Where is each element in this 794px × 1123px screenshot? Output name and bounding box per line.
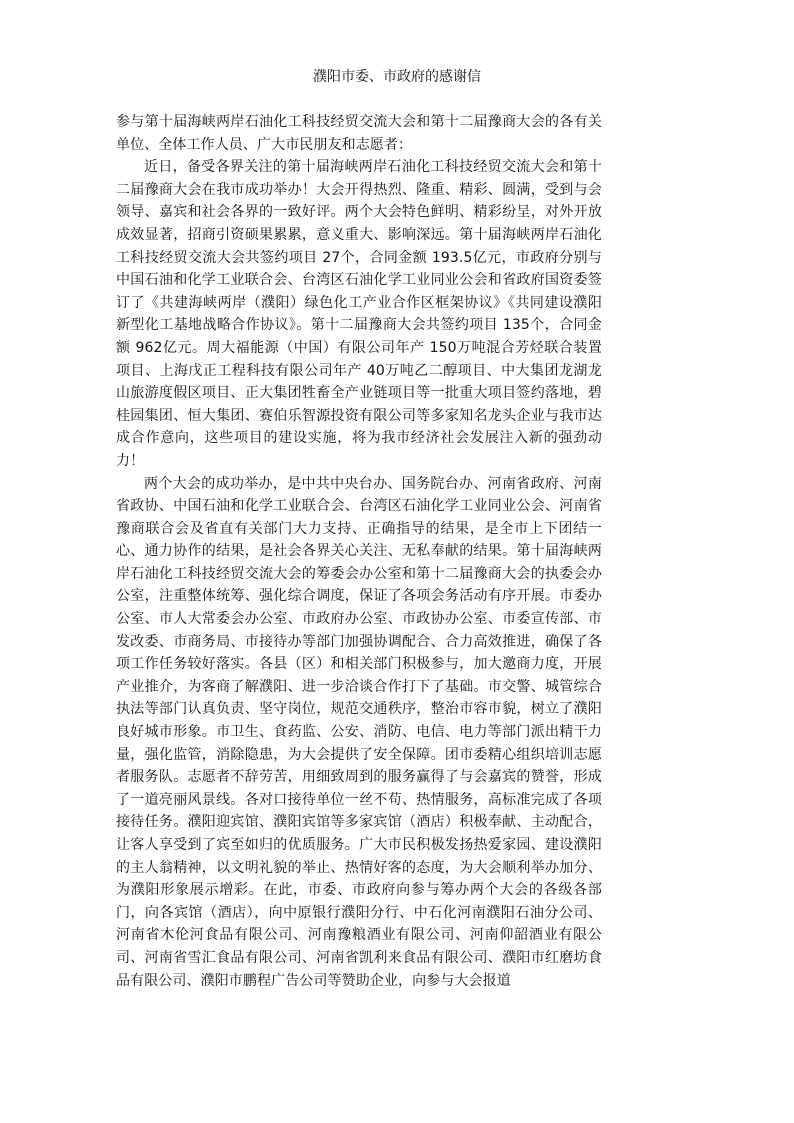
salutation-paragraph: 参与第十届海峡两岸石油化工科技经贸交流大会和第十二届豫商大会的各有关单位、全体工作人员、广大市民朋友和志愿者： — [116, 114, 602, 153]
body-paragraph-thanks: 两个大会的成功举办，是中共中央台办、国务院台办、河南省政府、河南省政协、中国石油和化学工业联合会、台湾区石油化学工业同业公会、河南省豫商联合会及省直有关部门大力支持、正确指导的结果，是全市上下团结一心、通力协作的结果，是社会各界关心关注、无私奉献的结果。第十届海峡两岸石油化工科技经贸交流大会的筹委会办公室和第十二届豫商大会的执委会办公室，注重整体统筹、强化综合调度，保证了各项会务活动有序开展。市委办公室、市人大常委会办公室、市政府办公室、市政协办公室、市委宣传部、市发改委、市商务局、市接待办等部门加强协调配合、合力高效推进，确保了各项工作任务较好落实。各县（区）和相关部门积极参与，加大邀商力度，开展产业推介，为客商了解濮阳、进一步洽谈合作打下了基础。市交警、城管综合执法等部门认真负责、坚守岗位，规范交通秩序，整治市容市貌，树立了濮阳良好城市形象。市卫生、食药监、公安、消防、电信、电力等部门派出精干力量，强化监管，消除隐患，为大会提供了安全保障。团市委精心组织培训志愿者服务队。志愿者不辞劳苦，用细致周到的服务赢得了与会嘉宾的赞誉，形成了一道亮丽风景线。各对口接待单位一丝不苟、热情服务，高标准完成了各项接待任务。濮阳迎宾馆、濮阳宾馆等多家宾馆（酒店）积极奉献、主动配合，让客人享受到了宾至如归的优质服务。广大市民积极发扬热爱家园、建设濮阳的主人翁精神，以文明礼貌的举止、热情好客的态度，为大会顺利举办加分、为濮阳形象展示增彩。在此，市委、市政府向参与筹办两个大会的各级各部门，向各宾馆（酒店），向中原银行濮阳分行、中石化河南濮阳石油分公司、河南省木伦河食品有限公司、河南豫粮酒业有限公司、河南仰韶酒业有限公司、河南省雪汇食品有限公司、河南省凯利来食品有限公司、濮阳市红磨坊食品有限公司、濮阳市鹏程广告公司等赞助企业，向参与大会报道 — [116, 475, 602, 989]
body-paragraph-results: 近日，备受各界关注的第十届海峡两岸石油化工科技经贸交流大会和第十二届豫商大会在我市成功举办！大会开得热烈、隆重、精彩、圆满，受到与会领导、嘉宾和社会各界的一致好评。两个大会特色鲜明、精彩纷呈，对外开放成效显著，招商引资硕果累累，意义重大、影响深远。第十届海峡两岸石油化工科技经贸交流大会共签约项目 27个，合同金额 193.5亿元，市政府分别与中国石油和化学工业联合会、台湾区石油化学工业同业公会和省政府国资委签订了《共建海峡两岸（濮阳）绿色化工产业合作区框架协议》《共同建设濮阳新型化工基地战略合作协议》。第十二届豫商大会共签约项目 135个，合同金额 962亿元。周大福能源（中国）有限公司年产 150万吨混合芳烃联合装置项目、上海戊正工程科技有限公司年产 40万吨乙二醇项目、中大集团龙湖龙山旅游度假区项目、正大集团牲畜全产业链项目等一批重大项目签约落地，碧桂园集团、恒大集团、赛伯乐智源投资有限公司等多家知名龙头企业与我市达成合作意向，这些项目的建设实施，将为我市经济社会发展注入新的强劲动力！ — [116, 159, 602, 469]
document-body — [116, 111, 602, 992]
document-title: 濮阳市委、市政府的感谢信 — [313, 69, 481, 85]
